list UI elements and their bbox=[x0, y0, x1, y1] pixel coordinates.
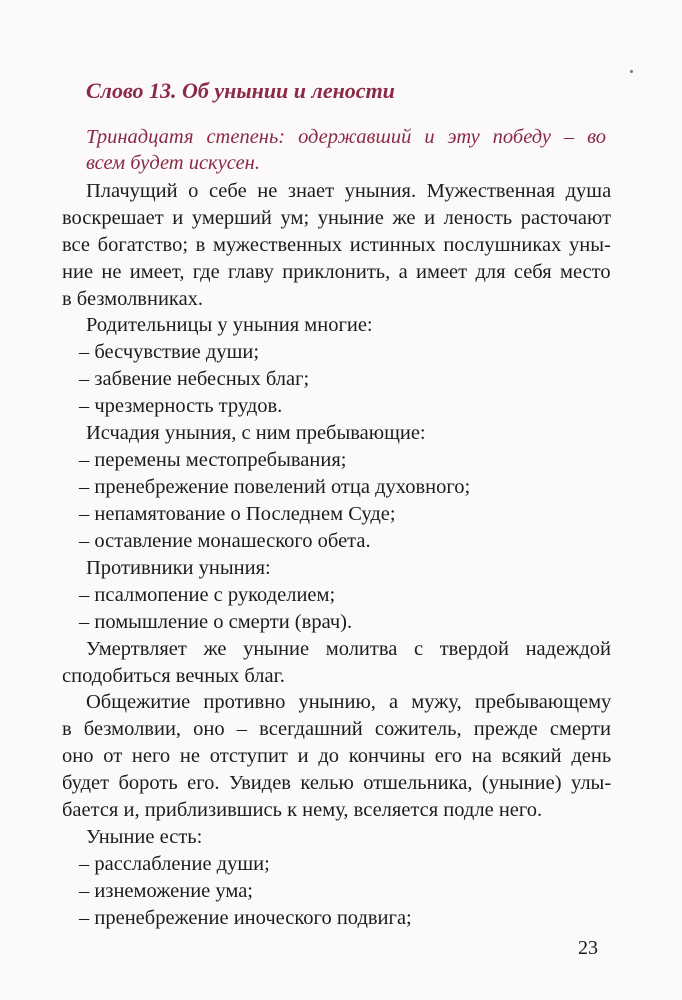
list-item: – непамятование о Последнем Суде; bbox=[79, 503, 396, 525]
paragraph-line: бается и, приблизившись к нему, вселяется подле него. bbox=[62, 799, 543, 821]
list-item: – бесчувствие души; bbox=[79, 341, 260, 363]
list-item: – перемены местопребывания; bbox=[79, 449, 347, 471]
print-speck bbox=[630, 70, 633, 73]
list-item: – пренебрежение иноческого подвига; bbox=[79, 907, 412, 929]
paragraph-line: воскрешает и умерший ум; уныние же и леность расточают bbox=[62, 207, 612, 229]
list-heading: Противники уныния: bbox=[86, 557, 271, 579]
list-heading: Родительницы у уныния многие: bbox=[86, 314, 373, 336]
list-item: – чрезмерность трудов. bbox=[79, 395, 283, 417]
list-heading: Исчадия уныния, с ним пребывающие: bbox=[86, 422, 426, 444]
paragraph-line: Общежитие противно унынию, а мужу, пребывающему bbox=[86, 691, 612, 713]
paragraph-line: оно от него не отступит и до кончины его на всякий день bbox=[62, 745, 612, 767]
paragraph-line: ние не имеет, где главу приклонить, а имеет для себя место bbox=[62, 261, 611, 283]
list-item: – изнеможение ума; bbox=[79, 880, 253, 902]
paragraph-line: сподобиться вечных благ. bbox=[62, 665, 285, 687]
list-heading: Уныние есть: bbox=[86, 826, 203, 848]
paragraph-line: будет бороть его. Увидев келью отшельника, (уныние) улы- bbox=[62, 772, 612, 794]
subtitle-line-2: всем будет искусен. bbox=[86, 152, 260, 174]
list-item: – оставление монашеского обета. bbox=[79, 530, 371, 552]
list-item: – помышление о смерти (врач). bbox=[79, 611, 353, 633]
paragraph-line: Умертвляет же уныние молитва с твердой надеждой bbox=[86, 638, 612, 660]
paragraph-line: в безмолвниках. bbox=[62, 288, 204, 310]
paragraph-line: в безмолвии, оно – всегдашний сожитель, прежде смерти bbox=[62, 718, 611, 740]
paragraph-line: все богатство; в мужественных истинных послушниках уны- bbox=[62, 234, 611, 256]
list-item: – пренебрежение повелений отца духовного; bbox=[79, 476, 471, 498]
chapter-title: Слово 13. Об унынии и лености bbox=[86, 78, 395, 103]
list-item: – псалмопение с рукоделием; bbox=[79, 584, 336, 606]
list-item: – расслабление души; bbox=[79, 853, 270, 875]
paragraph-line: Плачущий о себе не знает уныния. Мужественная душа bbox=[86, 180, 612, 202]
list-item: – забвение небесных благ; bbox=[79, 368, 310, 390]
subtitle-line-1: Тринадцатя степень: одержавший и эту победу – во bbox=[86, 126, 606, 148]
page-number: 23 bbox=[578, 937, 598, 959]
